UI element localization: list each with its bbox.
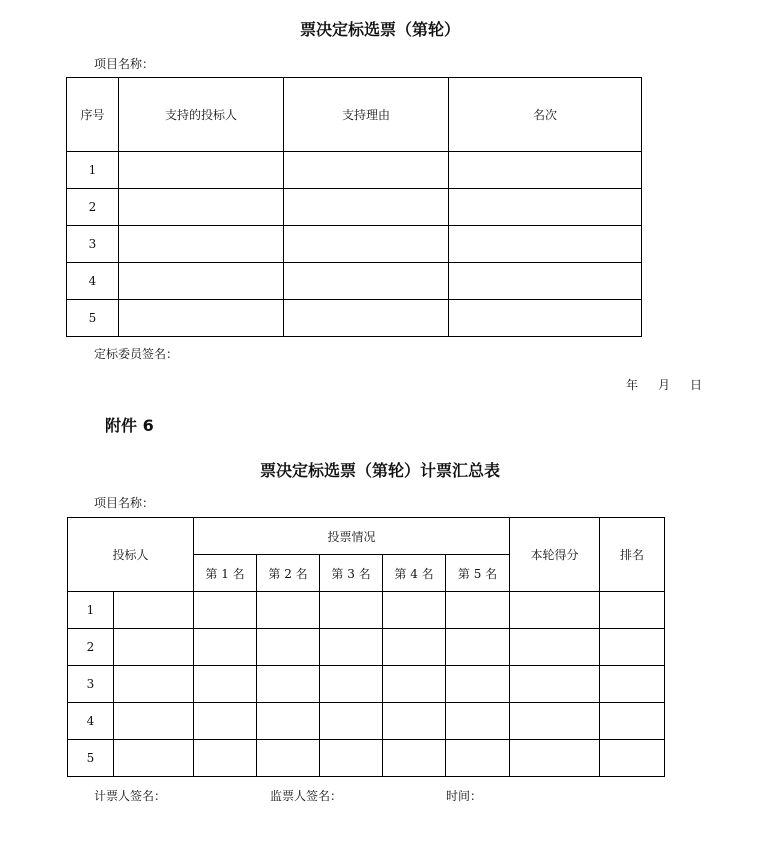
header-place-2: 第 2 名 [257,555,320,592]
time-label: 时间： [446,789,483,803]
header-place-1: 第 1 名 [194,555,257,592]
vote-cell[interactable] [446,666,510,703]
rank-cell[interactable] [449,152,642,189]
bidder-cell[interactable] [119,226,284,263]
vote-cell[interactable] [383,703,446,740]
header-vote-status: 投票情况 [194,518,510,555]
tally-row [68,703,665,740]
row-number: 2 [67,189,119,226]
vote-cell[interactable] [194,666,257,703]
rank-cell[interactable] [600,629,665,666]
date-month: 月 [658,378,671,392]
bidder-name-cell[interactable] [114,666,194,703]
bidder-name-cell[interactable] [114,703,194,740]
reason-cell[interactable] [284,226,449,263]
vote-cell[interactable] [383,592,446,629]
vote-cell[interactable] [257,703,320,740]
vote-cell[interactable] [257,629,320,666]
committee-signature-label: 定标委员签名： [94,347,179,361]
row-number: 3 [68,666,114,703]
vote-cell[interactable] [194,629,257,666]
vote-cell[interactable] [320,703,383,740]
vote-counter-signature-label: 计票人签名： [94,789,167,803]
reason-cell[interactable] [284,189,449,226]
tally-row [68,740,665,777]
rank-cell[interactable] [600,592,665,629]
vote-cell[interactable] [257,740,320,777]
ballot-header-row [67,78,642,152]
row-number: 5 [67,300,119,337]
ballot-row [67,263,642,300]
vote-cell[interactable] [194,740,257,777]
vote-cell[interactable] [383,666,446,703]
tally-row [68,629,665,666]
vote-cell[interactable] [446,703,510,740]
header-rank: 名次 [449,78,642,152]
header-round-score: 本轮得分 [510,518,600,592]
bidder-cell[interactable] [119,152,284,189]
tally-table [67,517,665,777]
header-serial: 序号 [67,78,119,152]
row-number: 4 [67,263,119,300]
date-line [606,376,702,393]
header-place-4: 第 4 名 [383,555,446,592]
vote-cell[interactable] [320,592,383,629]
ballot-table [66,77,642,337]
ballot-row [67,300,642,337]
bidder-cell[interactable] [119,300,284,337]
vote-cell[interactable] [446,740,510,777]
header-supported-bidder: 支持的投标人 [119,78,284,152]
row-number: 4 [68,703,114,740]
reason-cell[interactable] [284,300,449,337]
ballot-row [67,152,642,189]
vote-cell[interactable] [320,666,383,703]
vote-cell[interactable] [194,703,257,740]
score-cell[interactable] [510,629,600,666]
rank-cell[interactable] [600,703,665,740]
bidder-cell[interactable] [119,189,284,226]
rank-cell[interactable] [600,740,665,777]
tally-row [68,592,665,629]
header-support-reason: 支持理由 [284,78,449,152]
bidder-name-cell[interactable] [114,740,194,777]
rank-cell[interactable] [449,226,642,263]
tally-row [68,666,665,703]
row-number: 5 [68,740,114,777]
vote-cell[interactable] [446,592,510,629]
bidder-name-cell[interactable] [114,592,194,629]
date-year: 年 [626,378,639,392]
ballot-project-name-label: 项目名称： [94,57,155,71]
vote-cell[interactable] [320,740,383,777]
score-cell[interactable] [510,666,600,703]
ballot-title: 票决定标选票（第轮） [299,20,460,39]
score-cell[interactable] [510,740,600,777]
vote-cell[interactable] [383,740,446,777]
row-number: 3 [67,226,119,263]
vote-cell[interactable] [257,666,320,703]
rank-cell[interactable] [449,263,642,300]
row-number: 1 [67,152,119,189]
header-place-5: 第 5 名 [446,555,510,592]
attachment-label: 附件 6 [105,416,154,435]
reason-cell[interactable] [284,152,449,189]
rank-cell[interactable] [449,300,642,337]
vote-cell[interactable] [320,629,383,666]
ballot-row [67,189,642,226]
reason-cell[interactable] [284,263,449,300]
vote-cell[interactable] [446,629,510,666]
tally-header-row [68,518,665,555]
row-number: 1 [68,592,114,629]
header-bidder: 投标人 [68,518,194,592]
bidder-name-cell[interactable] [114,629,194,666]
score-cell[interactable] [510,703,600,740]
vote-cell[interactable] [257,592,320,629]
rank-cell[interactable] [600,666,665,703]
score-cell[interactable] [510,592,600,629]
vote-supervisor-signature-label: 监票人签名： [270,789,343,803]
header-place-3: 第 3 名 [320,555,383,592]
header-ranking: 排名 [600,518,665,592]
tally-project-name-label: 项目名称： [94,496,155,510]
tally-title: 票决定标选票（第轮）计票汇总表 [259,461,500,480]
rank-cell[interactable] [449,189,642,226]
bidder-cell[interactable] [119,263,284,300]
vote-cell[interactable] [383,629,446,666]
vote-cell[interactable] [194,592,257,629]
row-number: 2 [68,629,114,666]
ballot-row [67,226,642,263]
date-day: 日 [690,378,703,392]
